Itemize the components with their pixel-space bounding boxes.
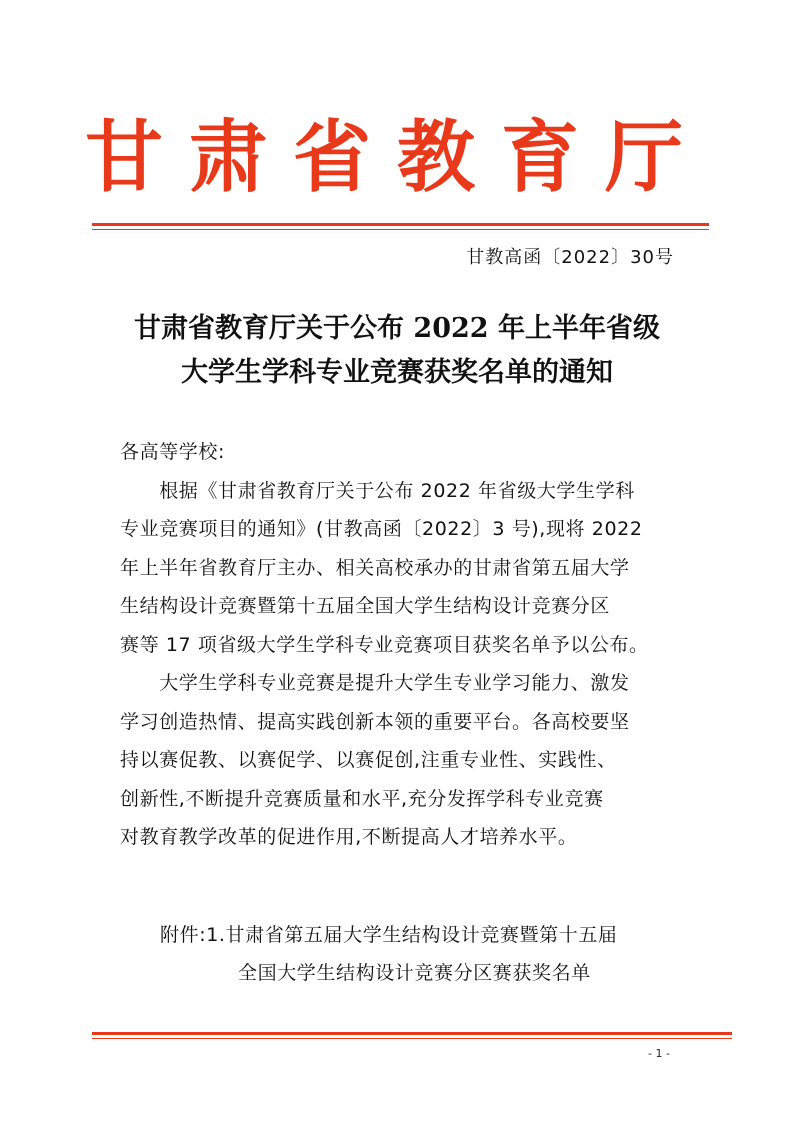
masthead-red-rule-thin [92, 229, 709, 230]
document-title [0, 307, 794, 395]
masthead-red-rule-thick [92, 223, 709, 226]
salutation: 各高等学校: [120, 441, 226, 463]
body-line: 年上半年省教育厅主办、相关高校承办的甘肃省第五届大学 [120, 556, 630, 579]
body-line: 根据《甘肃省教育厅关于公布 2022 年省级大学生学科 [120, 479, 635, 502]
footer-red-rule-thin [92, 1038, 732, 1039]
body-line: 持以赛促教、以赛促学、以赛促创,注重专业性、实践性、 [120, 749, 617, 771]
attachment-line-2: 全国大学生结构设计竞赛分区赛获奖名单 [238, 962, 591, 984]
footer-red-rule-thick [92, 1032, 732, 1035]
document-number: 甘教高函〔2022〕30号 [466, 247, 674, 268]
body-line: 大学生学科专业竞赛是提升大学生专业学习能力、激发 [120, 672, 630, 694]
body-line: 对教育教学改革的促进作用,不断提高人才培养水平。 [120, 826, 578, 848]
body-line: 生结构设计竞赛暨第十五届全国大学生结构设计竞赛分区 [120, 595, 611, 617]
body-line: 创新性,不断提升竞赛质量和水平,充分发挥学科专业竞赛 [120, 787, 604, 810]
masthead-org-name: 甘肃省教育厅 [84, 112, 709, 203]
title-line-2: 大学生学科专业竞赛获奖名单的通知 [181, 357, 613, 388]
page-number: - 1 - [648, 1047, 670, 1060]
body-line: 赛等 17 项省级大学生学科专业竞赛项目获奖名单予以公布。 [120, 633, 649, 656]
attachment-line-1: 附件:1.甘肃省第五届大学生结构设计竞赛暨第十五届 [160, 924, 618, 946]
body-line: 专业竞赛项目的通知》(甘教高函〔2022〕3 号),现将 2022 [120, 518, 643, 540]
attachment-list [160, 916, 618, 992]
document-body [120, 433, 680, 857]
title-line-1: 甘肃省教育厅关于公布 2022 年上半年省级 [134, 313, 660, 344]
body-line: 学习创造热情、提高实践创新本领的重要平台。各高校要坚 [120, 710, 630, 733]
